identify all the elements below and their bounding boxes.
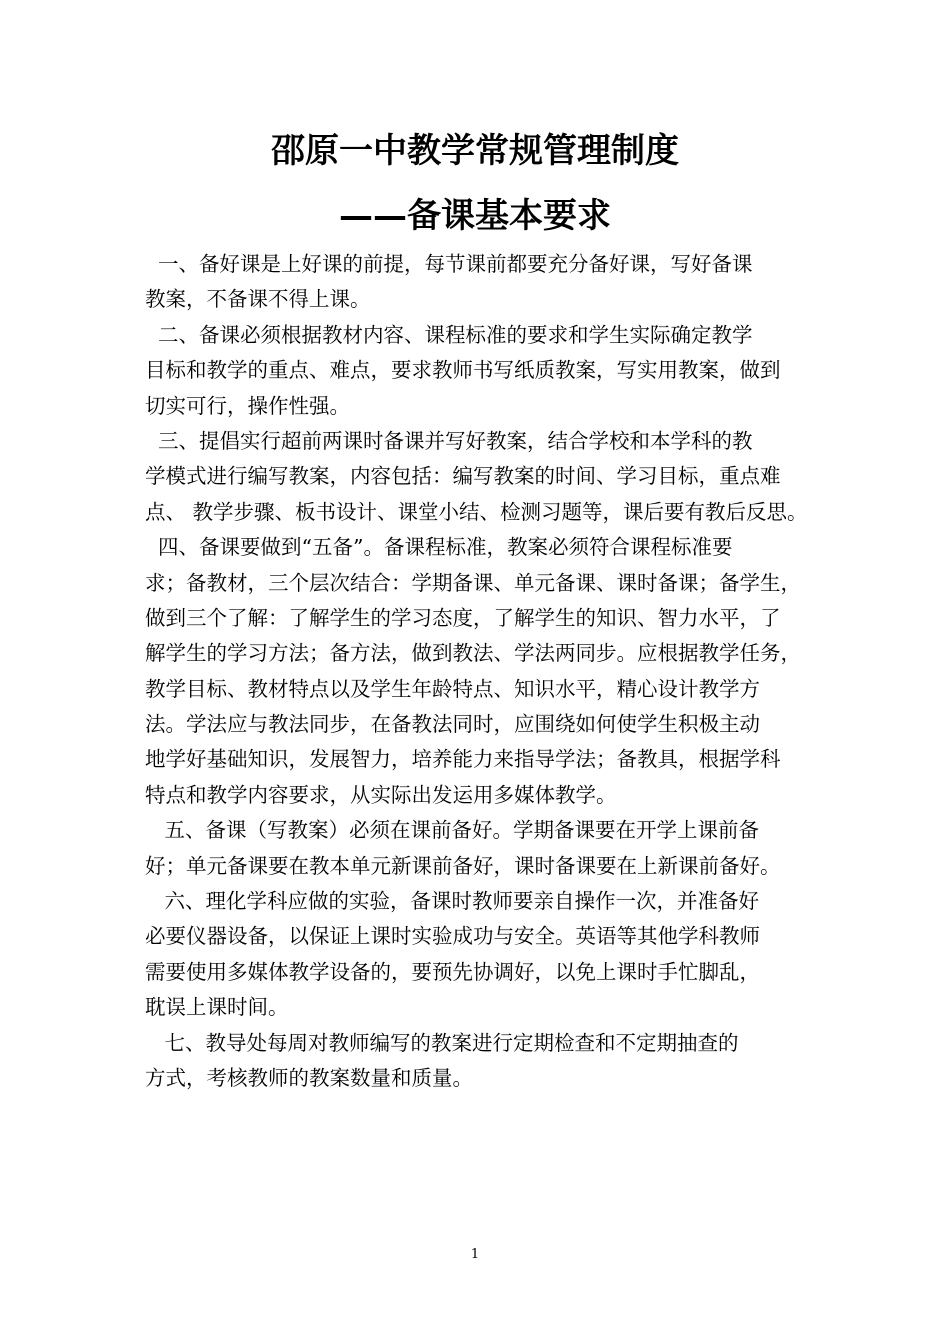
text-line: 一、备好课是上好课的前提，每节课前都要充分备好课，写好备课: [145, 252, 753, 276]
text-line: 四、备课要做到“五备”。备课程标准，教案必须符合课程标准要: [145, 535, 733, 560]
text-line: 做到三个了解：了解学生的学习态度，了解学生的知识、智力水平，了: [145, 605, 781, 630]
text-line: 二、备课必须根据教材内容、课程标准的要求和学生实际确定教学: [145, 322, 753, 347]
text-line: 七、教导处每周对教师编写的教案进行定期检查和不定期抽查的: [145, 1030, 739, 1055]
text-line: 点、 教学步骤、板书设计、课堂小结、检测习题等，课后要有教后反思。: [145, 499, 808, 524]
text-line: 必要仪器设备，以保证上课时实验成功与安全。英语等其他学科教师: [145, 924, 760, 949]
page-number: 1: [470, 1247, 480, 1262]
text-line: 需要使用多媒体教学设备的，要预先协调好，以免上课时手忙脚乱，: [145, 959, 760, 984]
text-line: 目标和教学的重点、难点，要求教师书写纸质教案，写实用教案，做到: [145, 358, 781, 383]
text-line: 学模式进行编写教案，内容包括：编写教案的时间、学习目标，重点难: [145, 464, 781, 489]
text-line: 五、备课（写教案）必须在课前备好。学期备课要在开学上课前备: [145, 818, 760, 843]
text-line: 教案，不备课不得上课。: [145, 287, 371, 312]
text-line: 六、理化学科应做的实验，备课时教师要亲自操作一次，并准备好: [145, 889, 760, 914]
document-subtitle: ——备课基本要求: [339, 196, 611, 236]
text-line: 解学生的学习方法；备方法，做到教法、学法两同步。应根据教学任务，: [145, 641, 801, 666]
text-line: 耽误上课时间。: [145, 995, 289, 1020]
text-line: 切实可行，操作性强。: [145, 393, 350, 418]
text-line: 教学目标、教材特点以及学生年龄特点、知识水平，精心设计教学方: [145, 676, 760, 701]
text-line: 特点和教学内容要求，从实际出发运用多媒体教学。: [145, 782, 617, 807]
text-line: 方式，考核教师的教案数量和质量。: [145, 1065, 473, 1090]
document-title: 邵原一中教学常规管理制度: [271, 131, 679, 171]
text-line: 好；单元备课要在教本单元新课前备好，课时备课要在上新课前备好。: [145, 853, 781, 878]
text-line: 三、提倡实行超前两课时备课并写好教案，结合学校和本学科的教: [145, 428, 753, 453]
text-line: 法。学法应与教法同步，在备教法同时，应围绕如何使学生积极主动: [145, 712, 760, 737]
text-line: 地学好基础知识，发展智力，培养能力来指导学法；备教具，根据学科: [145, 747, 781, 772]
body-text: [145, 247, 817, 1096]
text-line: 求；备教材，三个层次结合：学期备课、单元备课、课时备课；备学生，: [145, 570, 801, 595]
